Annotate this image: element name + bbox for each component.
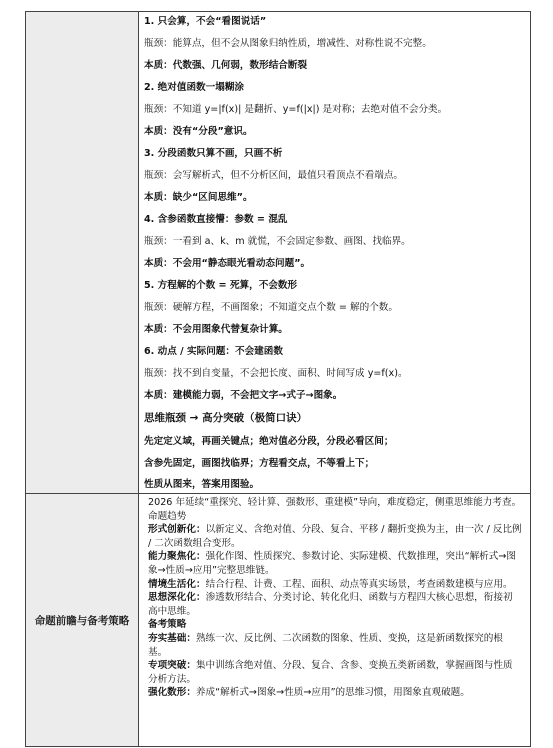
strategy-title: 备考策略: [148, 619, 187, 631]
trend-3: [148, 578, 522, 592]
item-5-head: 5. 方程解的个数 = 死算，不会数形: [144, 280, 298, 291]
strategy-2: [148, 659, 522, 686]
trend-2-text: 强化作图、性质探究、参数讨论、实际建模、代数推理，突出“解析式→图象→性质→应用”完整思维链。: [148, 551, 516, 576]
trend-3-key: 情境生活化：: [148, 578, 206, 590]
trend-title: 命题趋势: [148, 510, 187, 522]
content-table: [25, 11, 531, 747]
item-3-essence: 本质：缺少“区间思维”。: [144, 192, 253, 203]
strategy-2-key: 专项突破：: [148, 660, 196, 672]
item-1-head: 1. 只会算，不会“看图说话”: [144, 16, 267, 27]
item-2-essence: 本质：没有“分段”意识。: [144, 126, 253, 137]
strategy-3: [148, 686, 522, 700]
strategy-2-text: 集中训练含绝对值、分段、复合、含参、变换五类新函数，掌握画图与性质分析方法。: [148, 660, 513, 685]
strategy-content: [144, 494, 526, 700]
trend-2-key: 能力聚焦化：: [148, 551, 206, 563]
item-4-head: 4. 含参函数直接懵：参数 = 混乱: [144, 214, 288, 225]
item-6-essence: 本质：建模能力弱，不会把文字→式子→图象。: [144, 390, 343, 401]
trend-4-text: 渗透数形结合、分类讨论、转化化归、函数与方程四大核心思想，衔接初高中思维。: [148, 592, 513, 617]
intro-paragraph: 2026 年延续“重探究、轻计算、强数形、重建模”导向，难度稳定，侧重思维能力考查。: [148, 497, 522, 508]
motto-1: 先定定义域，再画关键点；绝对值必分段，分段必看区间；: [144, 436, 394, 447]
item-3-bottleneck: 瓶颈：会写解析式，但不分析区间，最值只看顶点不看端点。: [144, 170, 404, 181]
motto-3: 性质从图来，答案用图验。: [144, 479, 260, 490]
strategy-3-text: 养成“解析式→图象→性质→应用”的思维习惯，用图象直观破题。: [195, 687, 470, 699]
item-2-bottleneck: 瓶颈：不知道 y=|f(x)| 是翻折、y=f(|x|) 是对称；去绝对值不会分类。: [144, 104, 448, 115]
trend-1: [148, 523, 522, 550]
item-1-essence: 本质：代数强、几何弱，数形结合断裂: [144, 60, 308, 71]
left-header-cell-empty: [26, 12, 139, 493]
strategy-1-key: 夯实基础：: [148, 632, 196, 644]
trend-4-key: 思想深化化：: [148, 592, 206, 604]
bottleneck-section: [140, 12, 530, 493]
strategy-1: [148, 632, 522, 659]
trend-4: [148, 591, 522, 618]
left-header-cell: [26, 494, 139, 746]
item-5-essence: 本质：不会用图象代替复杂计算。: [144, 324, 288, 335]
trend-2: [148, 550, 522, 577]
item-1-bottleneck: 瓶颈：能算点，但不会从图象归纳性质，增减性、对称性说不完整。: [144, 38, 432, 49]
item-4-bottleneck: 瓶颈：一看到 a、k、m 就慌，不会固定参数、画图、找临界。: [144, 236, 411, 247]
item-4-essence: 本质：不会用“静态眼光看动态问题”。: [144, 258, 311, 269]
item-6-bottleneck: 瓶颈：找不到自变量，不会把长度、面积、时间写成 y=f(x)。: [144, 368, 408, 379]
strategy-3-key: 强化数形：: [148, 687, 196, 699]
item-3-head: 3. 分段函数只算不画，只画不析: [144, 148, 283, 159]
item-2-head: 2. 绝对值函数一塌糊涂: [144, 82, 245, 93]
item-6-head: 6. 动点 / 实际问题：不会建函数: [144, 346, 283, 357]
trend-1-text: 以新定义、含绝对值、分段、复合、平移 / 翻折变换为主，由一次 / 反比例 / 二次函数组合变形。: [148, 524, 522, 549]
strategy-1-text: 熟练一次、反比例、二次函数的图象、性质、变换，这是新函数探究的根基。: [148, 632, 503, 658]
item-5-bottleneck: 瓶颈：硬解方程，不画图象；不知道交点个数 = 解的个数。: [144, 302, 398, 313]
breakthrough-title: 思维瓶颈 → 高分突破（极简口诀）: [144, 412, 308, 424]
trend-3-text: 结合行程、计费、工程、面积、动点等真实场景，考查函数建模与应用。: [205, 578, 513, 590]
motto-2: 含参先固定，画图找临界；方程看交点，不等看上下；: [144, 458, 375, 469]
strategy-section: [140, 494, 530, 746]
trend-1-key: 形式创新化：: [148, 524, 206, 536]
section-label: 命题前瞻与备考策略: [34, 614, 130, 627]
